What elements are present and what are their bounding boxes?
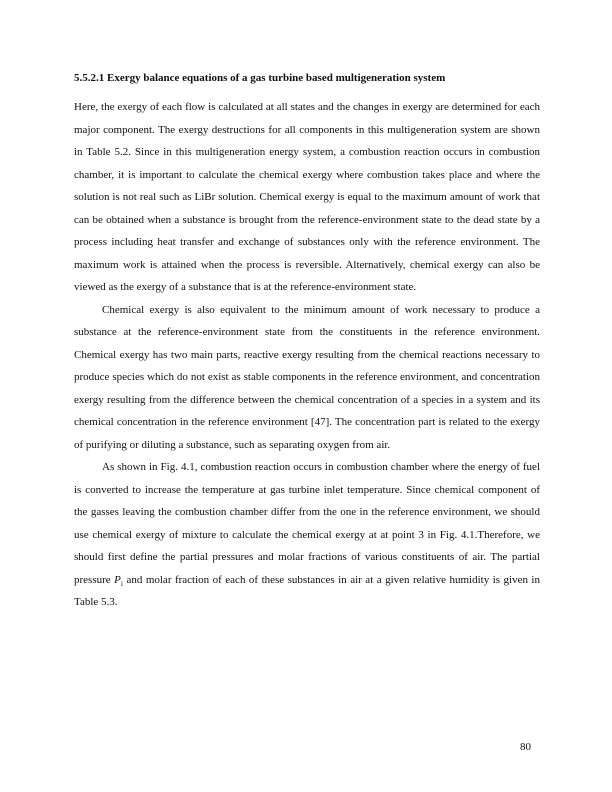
page-number: 80 bbox=[520, 741, 531, 753]
paragraph-2: Chemical exergy is also equivalent to the minimum amount of work necessary to produce a substance at the reference-environment state from the constituents in the reference environment. Chemical exergy has two main parts, reactive exergy resulting from the chemical reactions necessary to produce species which do not exist as stable components in the reference environment, and concentration exergy resulting from the difference between the chemical concentration of a species in a system and its chemical concentration in the reference environment [47]. The concentration part is related to the exergy of purifying or diluting a substance, such as separating oxygen from air. bbox=[74, 303, 540, 451]
paragraph-1: Here, the exergy of each flow is calculated at all states and the changes in exergy are determined for each major component. The exergy destructions for all components in this multigeneration system are shown in Table 5.2. Since in this multigeneration energy system, a combustion reaction occurs in combustion chamber, it is important to calculate the chemical exergy where combustion takes place and where the solution is not real such as LiBr solution. Chemical exergy is equal to the maximum amount of work that can be obtained when a substance is brought from the reference-environment state to the dead state by a process including heat transfer and exchange of substances only with the reference environment. The maximum work is attained when the process is reversible. Alternatively, chemical exergy can also be viewed as the exergy of a substance that is at the reference-environment state. bbox=[74, 101, 540, 293]
paragraph-3-text-before: As shown in Fig. 4.1, combustion reaction occurs in combustion chamber where the energy of fuel is converted to increase the temperature at gas turbine inlet temperature. Since chemical component of the gasses leaving the combustion chamber differ from the one in the reference environment, we should use chemical exergy of mixture to calculate the chemical exergy at at point 3 in Fig. 4.1.Therefore, we should first define the partial pressures and molar fractions of various constituents of air. The partial pressure bbox=[74, 461, 540, 586]
paragraph-3 bbox=[74, 456, 540, 614]
partial-pressure-subscript: i bbox=[120, 578, 123, 588]
body-text bbox=[74, 96, 540, 614]
partial-pressure-symbol: $P_i$ bbox=[114, 573, 123, 588]
section-heading: 5.5.2.1 Exergy balance equations of a gas turbine based multigeneration system bbox=[74, 72, 446, 84]
paragraph-3-text-after: and molar fraction of each of these substances in air at a given relative humidity is given in Table 5.3. bbox=[74, 573, 540, 608]
